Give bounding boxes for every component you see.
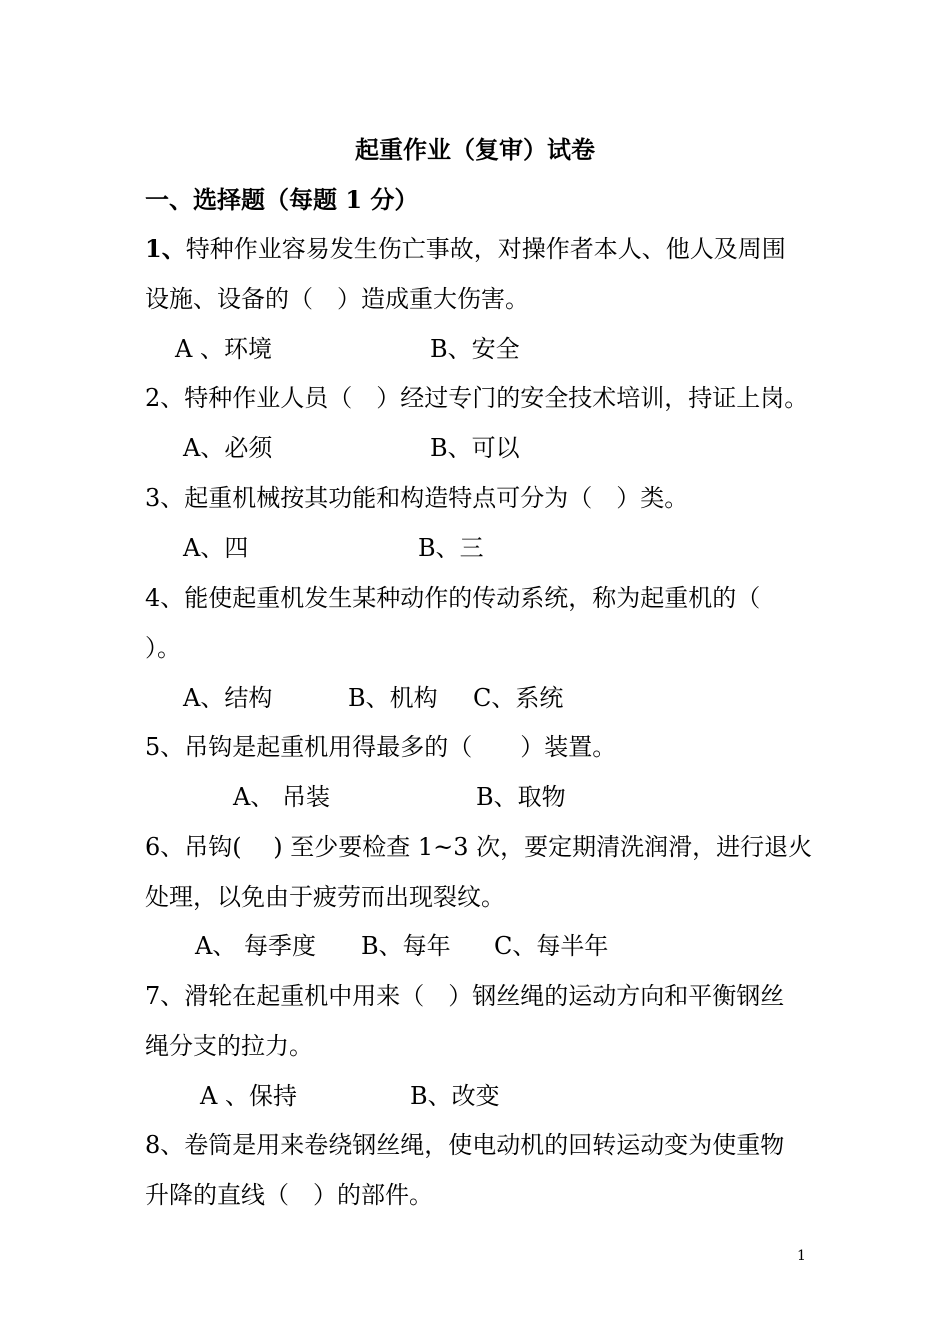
- question-6-option-a: A、 每季度: [195, 932, 316, 960]
- question-1-number: 1、: [145, 234, 186, 263]
- question-6-line-2: 处理，以免由于疲劳而出现裂纹。: [145, 883, 505, 911]
- question-5-option-a: A、 吊装: [233, 783, 330, 811]
- question-6-line-1: 6、吊钩( ) 至少要检查 1~3 次，要定期清洗润滑，进行退火: [145, 833, 813, 861]
- question-3-number: 3、: [145, 484, 185, 512]
- question-3-option-b: B、三: [418, 534, 484, 562]
- question-4-option-c: C、系统: [473, 684, 564, 712]
- question-8-line-1: 8、卷筒是用来卷绕钢丝绳，使电动机的回转运动变为使重物: [145, 1131, 785, 1159]
- question-2-number: 2、: [145, 384, 185, 412]
- page-number: 1: [797, 1248, 806, 1264]
- question-2-option-a: A、必须: [183, 434, 273, 462]
- question-3-line-1: 3、起重机械按其功能和构造特点可分为（ ）类。: [145, 484, 689, 512]
- question-5-number: 5、: [145, 733, 185, 761]
- question-2-line-1: 2、特种作业人员（ ）经过专门的安全技术培训，持证上岗。: [145, 384, 809, 412]
- question-5-line-1: 5、吊钩是起重机用得最多的（ ）装置。: [145, 733, 617, 761]
- question-8-number: 8、: [145, 1131, 185, 1159]
- question-1-option-b: B、安全: [430, 335, 520, 363]
- question-7-option-b: B、改变: [410, 1082, 500, 1110]
- question-7-option-a: A 、保持: [200, 1082, 297, 1110]
- question-7-line-1: 7、滑轮在起重机中用来（ ）钢丝绳的运动方向和平衡钢丝: [145, 982, 785, 1010]
- question-4-option-a: A、结构: [183, 684, 273, 712]
- question-7-number: 7、: [145, 982, 185, 1010]
- question-8-line-2: 升降的直线（ ）的部件。: [145, 1181, 433, 1209]
- question-5-option-b: B、取物: [476, 783, 566, 811]
- question-6-number: 6、: [145, 833, 185, 861]
- section-heading: 一、选择题（每题 1 分）: [145, 185, 419, 214]
- question-1-line-2: 设施、设备的（ ）造成重大伤害。: [145, 285, 529, 313]
- question-4-option-b: B、机构: [348, 684, 438, 712]
- question-4-line-2: ）。: [145, 634, 181, 662]
- question-1-option-a: A 、环境: [175, 335, 272, 363]
- question-1-line-1: 1、特种作业容易发生伤亡事故，对操作者本人、他人及周围: [145, 234, 786, 263]
- question-7-line-2: 绳分支的拉力。: [145, 1032, 313, 1060]
- question-3-option-a: A、四: [183, 534, 249, 562]
- question-4-line-1: 4、能使起重机发生某种动作的传动系统，称为起重机的（: [145, 584, 761, 612]
- question-6-option-b: B、每年: [361, 932, 451, 960]
- question-2-option-b: B、可以: [430, 434, 520, 462]
- question-4-number: 4、: [145, 584, 185, 612]
- question-6-option-c: C、每半年: [494, 932, 609, 960]
- page-title: 起重作业（复审）试卷: [355, 135, 595, 164]
